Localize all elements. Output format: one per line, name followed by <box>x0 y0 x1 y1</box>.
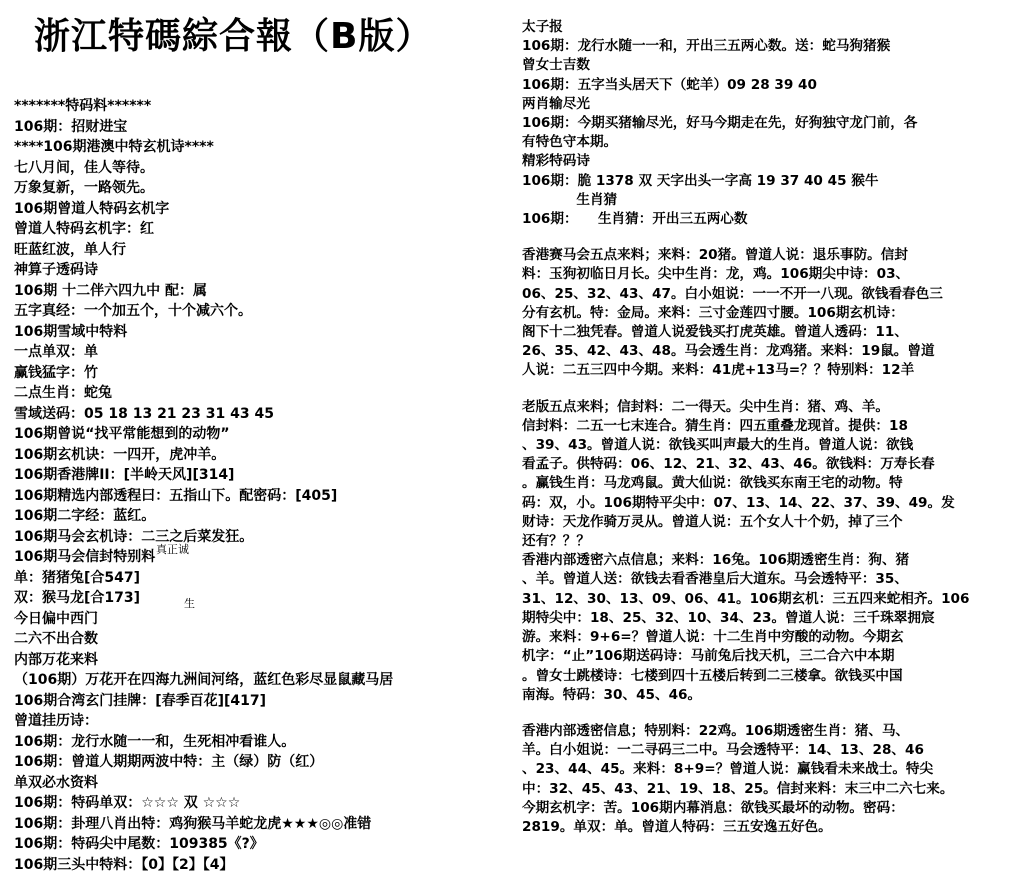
left-text-line: 106期合湾玄门挂牌：[春季百花][417] <box>14 691 504 712</box>
right-text-line: 生肖猜 <box>522 191 1017 210</box>
right-text-line: 人说：二五三四中今期。来料：41虎+13马=？？特别料：12羊 <box>522 361 1017 380</box>
left-text-line: 106期精选内部透程曰：五指山下。配密码：[405] <box>14 486 504 507</box>
right-text-line: 游。来料：9+6=？曾道人说：十二生肖中穷酸的动物。今期玄 <box>522 628 1017 647</box>
right-text-line: 精彩特码诗 <box>522 152 1017 171</box>
right-text-line: 香港赛马会五点来料；来料：20猪。曾道人说：退乐事防。信封 <box>522 246 1017 265</box>
right-text-line: 看孟子。供特码：06、12、21、32、43、46。欲钱料：万寿长春 <box>522 455 1017 474</box>
right-text-line: 机字：“止”106期送码诗：马前兔后找天机，三二合六中本期 <box>522 647 1017 666</box>
right-text-line: 106期：五字当头居天下（蛇羊）09 28 39 40 <box>522 76 1017 95</box>
left-text-line: 单双必水资料 <box>14 773 504 794</box>
right-text-line: 。赢钱生肖：马龙鸡鼠。黄大仙说：欲钱买东南王宅的动物。特 <box>522 474 1017 493</box>
left-text-line: 106期马会信封特别料 <box>14 547 504 568</box>
right-text-line: 阁下十二独凭春。曾道人说爱钱买打虎英雄。曾道人透码：11、 <box>522 323 1017 342</box>
right-column <box>522 18 1017 837</box>
left-text-line: 106期：特码尖中尾数：109385《?》 <box>14 834 504 855</box>
right-text-line: 、39、43。曾道人说：欲钱买叫声最大的生肖。曾道人说：欲钱 <box>522 436 1017 455</box>
left-text-line: 赢钱猛字：竹 <box>14 363 504 384</box>
right-spacer <box>522 229 1017 246</box>
left-text-line: （106期）万花开在四海九洲间河络，蓝红色彩尽显鼠藏马居 <box>14 670 504 691</box>
right-text-line: 分有玄机。特：金局。来料：三寸金莲四寸腰。106期玄机诗： <box>522 304 1017 323</box>
right-text-line: 今期玄机字：苦。106期内幕消息：欲钱买最坏的动物。密码： <box>522 799 1017 818</box>
right-spacer <box>522 705 1017 722</box>
right-text-line: 两肖输尽光 <box>522 95 1017 114</box>
right-text-line: 06、25、32、43、47。白小姐说：一一不开一八现。欲钱看春色三 <box>522 285 1017 304</box>
left-text-line: 二六不出合数 <box>14 629 504 650</box>
left-text-line: 雪域送码：05 18 13 21 23 31 43 45 <box>14 404 504 425</box>
right-text-line: 、羊。曾道人送：欲钱去看香港皇后大道东。马会透特平：35、 <box>522 570 1017 589</box>
right-text-line: 信封料：二五一七末连合。猜生肖：四五重叠龙现首。提供：18 <box>522 417 1017 436</box>
right-text-line: 期特尖中：18、25、32、10、34、23。曾道人说：三千珠翠拥宸 <box>522 609 1017 628</box>
left-text-line: 单：猪猪兔[合547] <box>14 568 504 589</box>
right-text-line: 26、35、42、43、48。马会透生肖：龙鸡猪。来料：19鼠。曾道 <box>522 342 1017 361</box>
left-text-line: 106期：龙行水随一一和，生死相冲看谁人。 <box>14 732 504 753</box>
left-column <box>14 96 504 875</box>
left-text-line: 106期玄机诀：一四开，虎冲羊。 <box>14 445 504 466</box>
left-text-line: 106期：特码单双：☆☆☆ 双 ☆☆☆ <box>14 793 504 814</box>
left-text-line: *******特码料****** <box>14 96 504 117</box>
right-text-line: 香港内部透密信息；特别料：22鸡。106期透密生肖：猪、马、 <box>522 722 1017 741</box>
right-text-line: 2819。单双：单。曾道人特码：三五安逸五好色。 <box>522 818 1017 837</box>
left-text-line: 106期三头中特料：【0】【2】【4】 <box>14 855 504 875</box>
right-text-line: 料：玉狗初临日月长。尖中生肖：龙，鸡。106期尖中诗：03、 <box>522 265 1017 284</box>
left-text-line: 106期：卦理八肖出特：鸡狗猴马羊蛇龙虎★★★◎◎准错 <box>14 814 504 835</box>
right-text-line: 羊。白小姐说：一二寻码三二中。马会透特平：14、13、28、46 <box>522 741 1017 760</box>
left-text-line: 106期二字经：蓝红。 <box>14 506 504 527</box>
left-text-line: 今日偏中西门 <box>14 609 504 630</box>
right-text-line: 106期：龙行水随一一和，开出三五两心数。送：蛇马狗猪猴 <box>522 37 1017 56</box>
left-text-line: 双：猴马龙[合173] <box>14 588 504 609</box>
left-text-line: ****106期港澳中特玄机诗**** <box>14 137 504 158</box>
right-text-line: 106期：今期买猪输尽光，好马今期走在先，好狗独守龙门前，各 <box>522 114 1017 133</box>
left-text-line: 106期：曾道人期期两波中特：主（绿）防（红） <box>14 752 504 773</box>
right-text-line: 南海。特码：30、45、46。 <box>522 686 1017 705</box>
right-text-line: 106期：脆 1378 双 天字出头一字高 19 37 40 45 猴牛 <box>522 172 1017 191</box>
left-text-line: 106期：招财进宝 <box>14 117 504 138</box>
side-note-1: 真正诚 <box>156 541 189 557</box>
right-text-line: 中：32、45、43、21、19、18、25。信封来料：末三中二六七来。 <box>522 780 1017 799</box>
right-text-line: 老版五点来料；信封料：二一得天。尖中生肖：猪、鸡、羊。 <box>522 398 1017 417</box>
page-title: 浙江特碼綜合報（B版） <box>34 8 432 59</box>
left-text-line: 106期马会玄机诗：二三之后菜发狂。 <box>14 527 504 548</box>
left-text-line: 旺蓝红波，单人行 <box>14 240 504 261</box>
left-text-line: 二点生肖：蛇兔 <box>14 383 504 404</box>
right-text-line: 财诗：天龙作骑万灵从。曾道人说：五个女人十个奶，掉了三个 <box>522 513 1017 532</box>
left-text-line: 曾道挂历诗： <box>14 711 504 732</box>
right-text-line: 太子报 <box>522 18 1017 37</box>
left-text-line: 106期曾道人特码玄机字 <box>14 199 504 220</box>
right-text-line: 。曾女士跳楼诗：七楼到四十五楼后转到二三楼拿。欲钱买中国 <box>522 667 1017 686</box>
right-text-line: 码：双，小。106期特平尖中：07、13、14、22、37、39、49。发 <box>522 494 1017 513</box>
right-text-line: 有特色守本期。 <box>522 133 1017 152</box>
left-text-line: 106期香港牌II：[半岭天风][314] <box>14 465 504 486</box>
right-text-line: 31、12、30、13、09、06、41。106期玄机：三五四来蛇相齐。106 <box>522 590 1017 609</box>
left-text-line: 万象复新，一路领先。 <box>14 178 504 199</box>
right-text-line: 106期： 生肖猜：开出三五两心数 <box>522 210 1017 229</box>
left-text-line: 七八月间，佳人等待。 <box>14 158 504 179</box>
right-text-line: 、23、44、45。来料：8+9=？曾道人说：赢钱看未来战士。特尖 <box>522 760 1017 779</box>
left-text-line: 一点单双：单 <box>14 342 504 363</box>
right-text-line: 香港内部透密六点信息；来料：16兔。106期透密生肖：狗、猪 <box>522 551 1017 570</box>
right-text-line: 曾女士吉数 <box>522 56 1017 75</box>
left-text-line: 内部万花来料 <box>14 650 504 671</box>
left-text-line: 106期雪域中特料 <box>14 322 504 343</box>
left-text-line: 106期曾说“找平常能想到的动物” <box>14 424 504 445</box>
left-text-line: 五字真经：一个加五个，十个减六个。 <box>14 301 504 322</box>
right-spacer <box>522 381 1017 398</box>
side-note-2: 生 <box>184 595 195 611</box>
right-text-line: 还有？？？ <box>522 532 1017 551</box>
left-text-line: 106期 十二伴六四九中 配：属 <box>14 281 504 302</box>
left-text-line: 曾道人特码玄机字：红 <box>14 219 504 240</box>
left-text-line: 神算子透码诗 <box>14 260 504 281</box>
